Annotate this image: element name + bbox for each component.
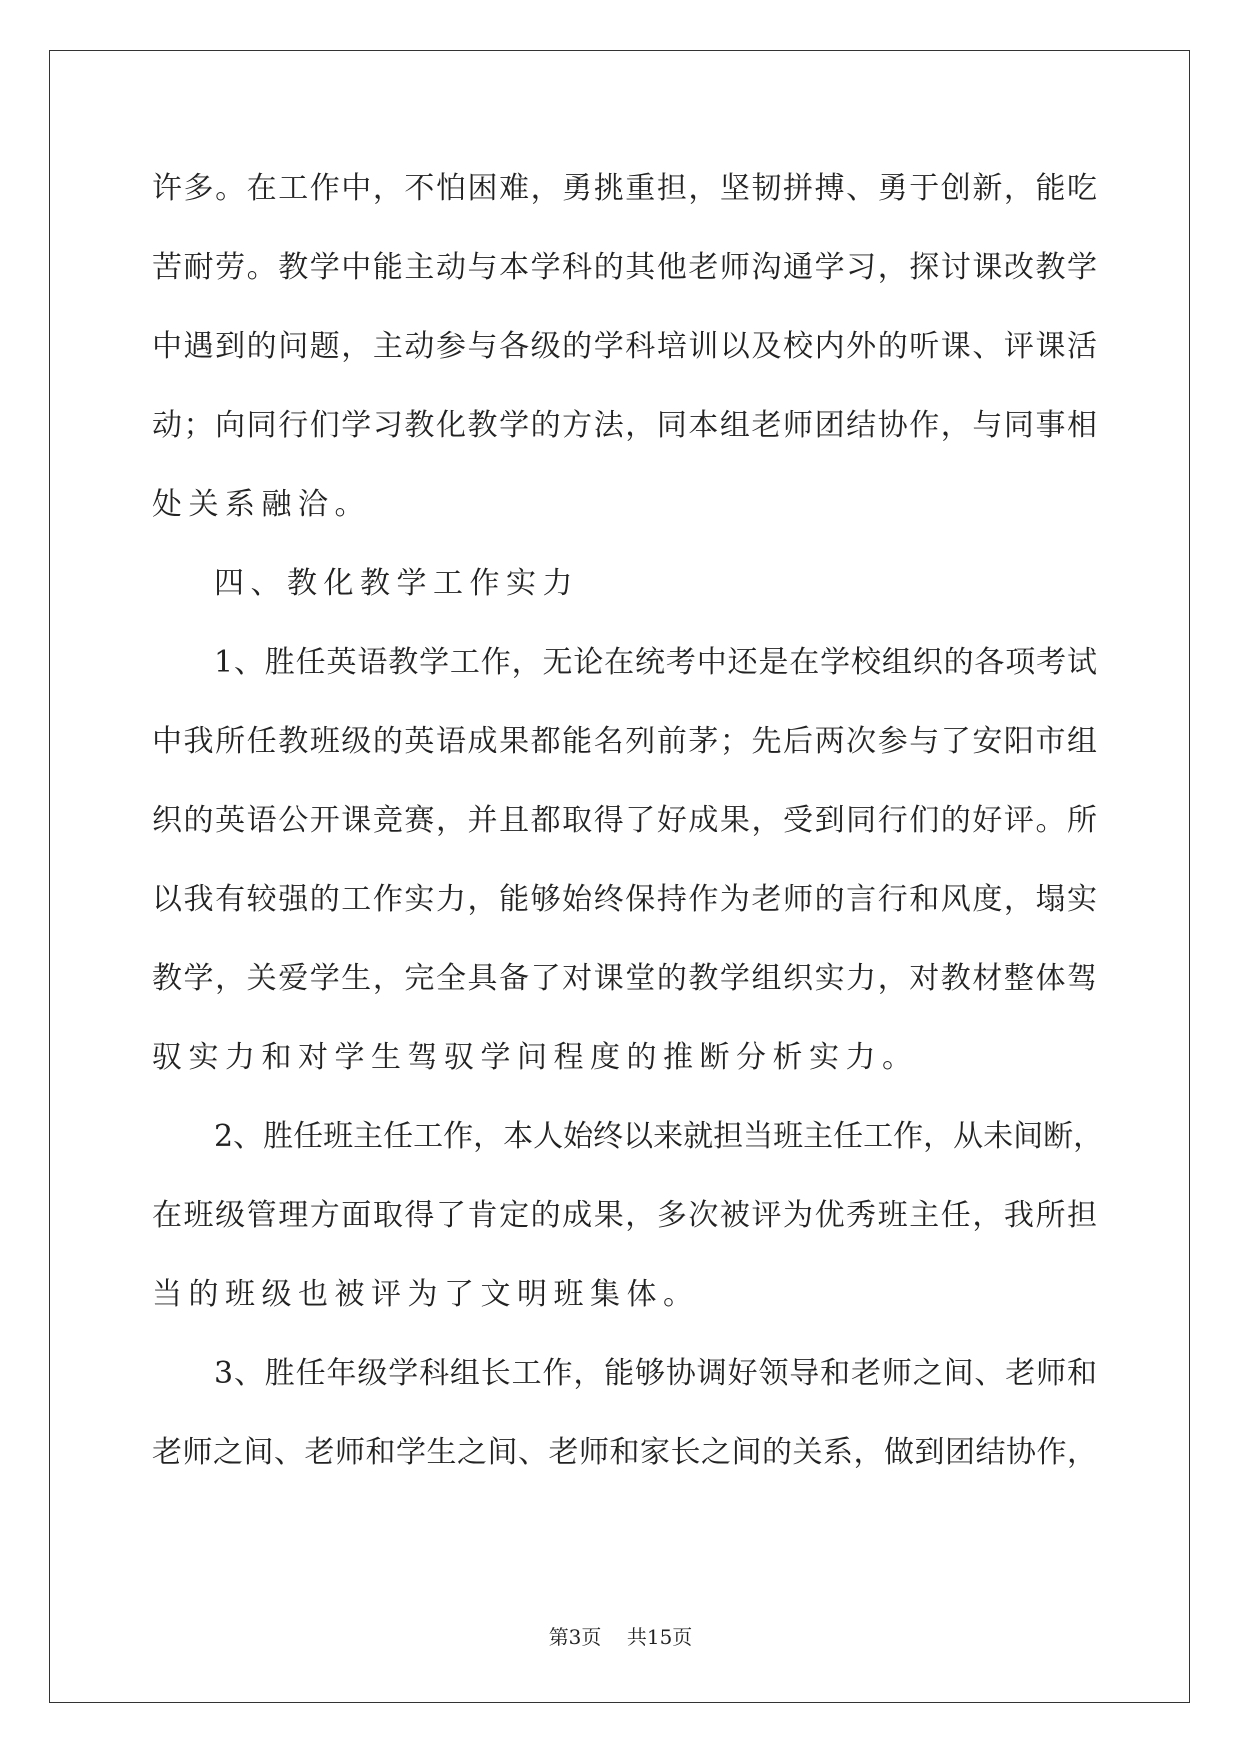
text-line: 中遇到的问题，主动参与各级的学科培训以及校内外的听课、评课活 — [152, 329, 1097, 364]
text-line: 许多。在工作中，不怕困难，勇挑重担，坚韧拼搏、勇于创新，能吃 — [152, 171, 1097, 206]
text-line: 苦耐劳。教学中能主动与本学科的其他老师沟通学习，探讨课改教学 — [152, 250, 1097, 285]
text-line: 2、胜任班主任工作，本人始终以来就担当班主任工作，从未间断， — [214, 1119, 1104, 1154]
page-number: 第3页 — [548, 1625, 602, 1649]
text-line: 3、胜任年级学科组长工作，能够协调好领导和老师之间、老师和 — [214, 1356, 1097, 1391]
text-line: 在班级管理方面取得了肯定的成果，多次被评为优秀班主任，我所担 — [152, 1198, 1097, 1233]
text-line: 动；向同行们学习教化教学的方法，同本组老师团结协作，与同事相 — [152, 408, 1097, 443]
text-line: 1、胜任英语教学工作，无论在统考中还是在学校组织的各项考试 — [214, 645, 1097, 680]
text-line: 处关系融洽。 — [152, 487, 371, 522]
text-line: 中我所任教班级的英语成果都能名列前茅；先后两次参与了安阳市组 — [152, 724, 1097, 759]
section-heading: 四、教化教学工作实力 — [214, 566, 579, 601]
page-total: 共15页 — [626, 1625, 693, 1649]
page-footer — [0, 1621, 1241, 1650]
text-line: 当的班级也被评为了文明班集体。 — [152, 1277, 700, 1312]
document-body — [152, 159, 1104, 1502]
text-line: 以我有较强的工作实力，能够始终保持作为老师的言行和风度，塌实 — [152, 882, 1097, 917]
text-line: 织的英语公开课竞赛，并且都取得了好成果，受到同行们的好评。所 — [152, 803, 1097, 838]
text-line: 教学，关爱学生，完全具备了对课堂的教学组织实力，对教材整体驾 — [152, 961, 1097, 996]
text-line: 老师之间、老师和学生之间、老师和家长之间的关系，做到团结协作， — [152, 1435, 1097, 1470]
text-line: 驭实力和对学生驾驭学问程度的推断分析实力。 — [152, 1040, 919, 1075]
